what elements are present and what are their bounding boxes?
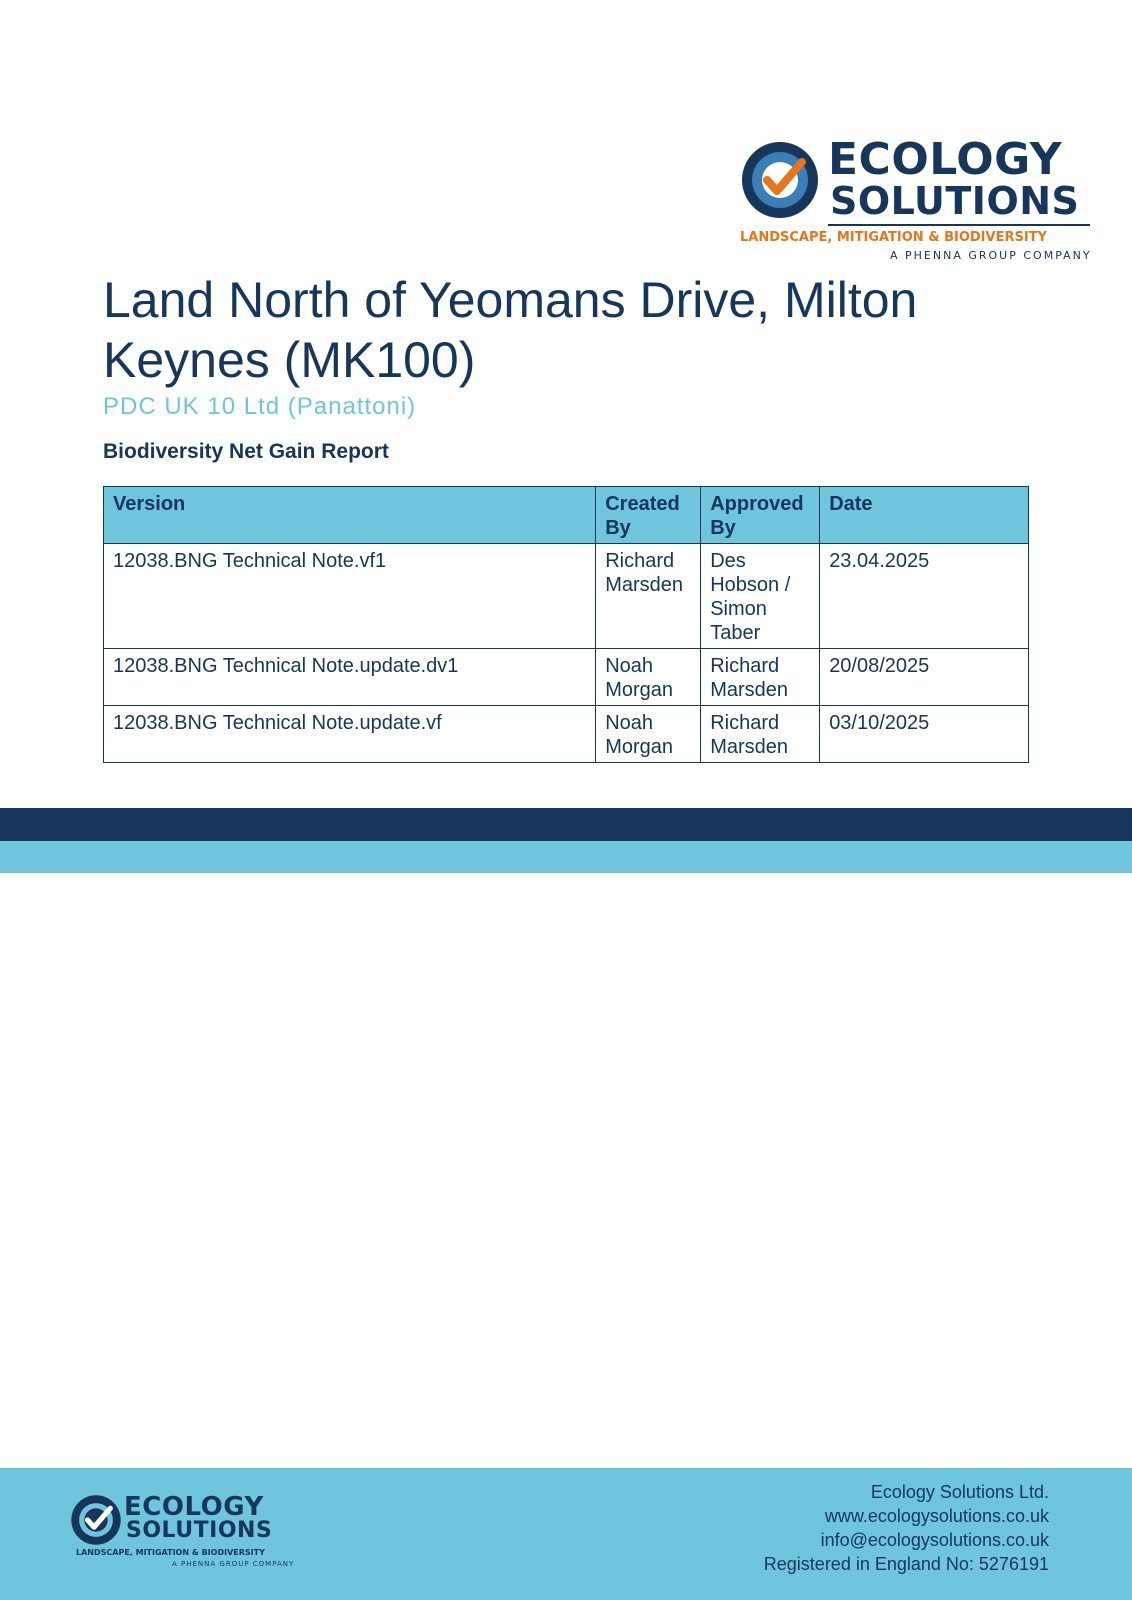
col-header-approved-by: Approved By <box>701 487 820 544</box>
footer-logo-tagline: LANDSCAPE, MITIGATION & BIODIVERSITY <box>76 1548 265 1557</box>
checkmark-badge-icon <box>70 1494 122 1546</box>
table-row <box>104 706 1029 763</box>
cell-created-by: Noah Morgan <box>596 649 701 706</box>
cell-created-by: Noah Morgan <box>596 706 701 763</box>
col-header-created-by: Created By <box>596 487 701 544</box>
table-row <box>104 544 1029 649</box>
checkmark-badge-icon <box>740 140 820 220</box>
cell-version: 12038.BNG Technical Note.update.vf <box>104 706 596 763</box>
footer-website-link[interactable]: www.ecologysolutions.co.uk <box>824 1506 1049 1526</box>
cell-approved-by: Richard Marsden <box>701 706 820 763</box>
footer-contact <box>764 1480 1049 1576</box>
table-row <box>104 649 1029 706</box>
divider-band-light <box>0 841 1132 873</box>
footer <box>0 1468 1132 1600</box>
logo-word-solutions: SOLUTIONS <box>830 179 1080 223</box>
cell-created-by: Richard Marsden <box>596 544 701 649</box>
client-name: PDC UK 10 Ltd (Panattoni) <box>103 393 417 420</box>
cell-date: 23.04.2025 <box>820 544 1029 649</box>
cell-date: 03/10/2025 <box>820 706 1029 763</box>
divider-band-dark <box>0 808 1132 841</box>
cell-date: 20/08/2025 <box>820 649 1029 706</box>
logo-group-line: A PHENNA GROUP COMPANY <box>890 249 1092 262</box>
page-title: Land North of Yeomans Drive, Milton Keynes (MK100) <box>103 272 918 388</box>
logo-tagline: LANDSCAPE, MITIGATION & BIODIVERSITY <box>740 230 1047 245</box>
footer-logo-word-solutions: SOLUTIONS <box>126 1518 273 1543</box>
col-header-date: Date <box>820 487 1029 544</box>
footer-email-link[interactable]: info@ecologysolutions.co.uk <box>820 1530 1049 1550</box>
footer-registration: Registered in England No: 5276191 <box>763 1554 1049 1574</box>
table-header-row <box>104 487 1029 544</box>
footer-company: Ecology Solutions Ltd. <box>870 1482 1049 1502</box>
version-table <box>103 486 1029 763</box>
cell-version: 12038.BNG Technical Note.update.dv1 <box>104 649 596 706</box>
logo-word-ecology: ECOLOGY <box>828 134 1063 185</box>
footer-logo <box>70 1492 295 1576</box>
header-logo <box>740 136 1096 266</box>
cell-approved-by: Richard Marsden <box>701 649 820 706</box>
cell-version: 12038.BNG Technical Note.vf1 <box>104 544 596 649</box>
cell-approved-by: Des Hobson / Simon Taber <box>701 544 820 649</box>
footer-logo-word-ecology: ECOLOGY <box>124 1492 264 1522</box>
footer-logo-group-line: A PHENNA GROUP COMPANY <box>172 1560 295 1568</box>
col-header-version: Version <box>104 487 596 544</box>
report-type: Biodiversity Net Gain Report <box>103 440 389 463</box>
